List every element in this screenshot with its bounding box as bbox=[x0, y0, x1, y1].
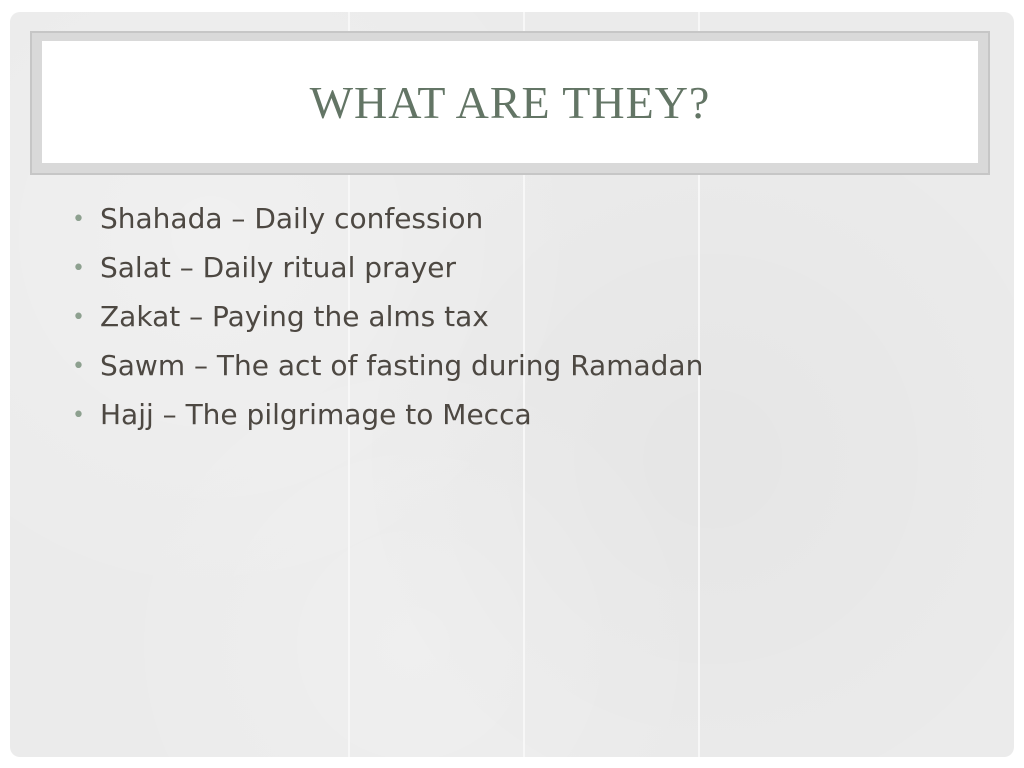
bullet-icon: • bbox=[72, 305, 85, 330]
bullet-list bbox=[72, 202, 703, 447]
bullet-text: Hajj – The pilgrimage to Mecca bbox=[100, 398, 532, 431]
slide-title: WHAT ARE THEY? bbox=[309, 76, 711, 128]
bullet-text: Shahada – Daily confession bbox=[100, 202, 484, 235]
bullet-text: Sawm – The act of fasting during Ramadan bbox=[100, 349, 704, 382]
bullet-icon: • bbox=[72, 207, 85, 232]
bullet-text: Zakat – Paying the alms tax bbox=[100, 300, 489, 333]
bullet-icon: • bbox=[72, 403, 85, 428]
bullet-icon: • bbox=[72, 354, 85, 379]
list-item bbox=[72, 349, 703, 398]
title-frame bbox=[30, 31, 990, 175]
list-item bbox=[72, 251, 703, 300]
slide bbox=[10, 12, 1014, 757]
title-box bbox=[42, 41, 978, 163]
list-item bbox=[72, 202, 703, 251]
list-item bbox=[72, 398, 703, 447]
bullet-icon: • bbox=[72, 256, 85, 281]
bullet-text: Salat – Daily ritual prayer bbox=[100, 251, 457, 284]
list-item bbox=[72, 300, 703, 349]
